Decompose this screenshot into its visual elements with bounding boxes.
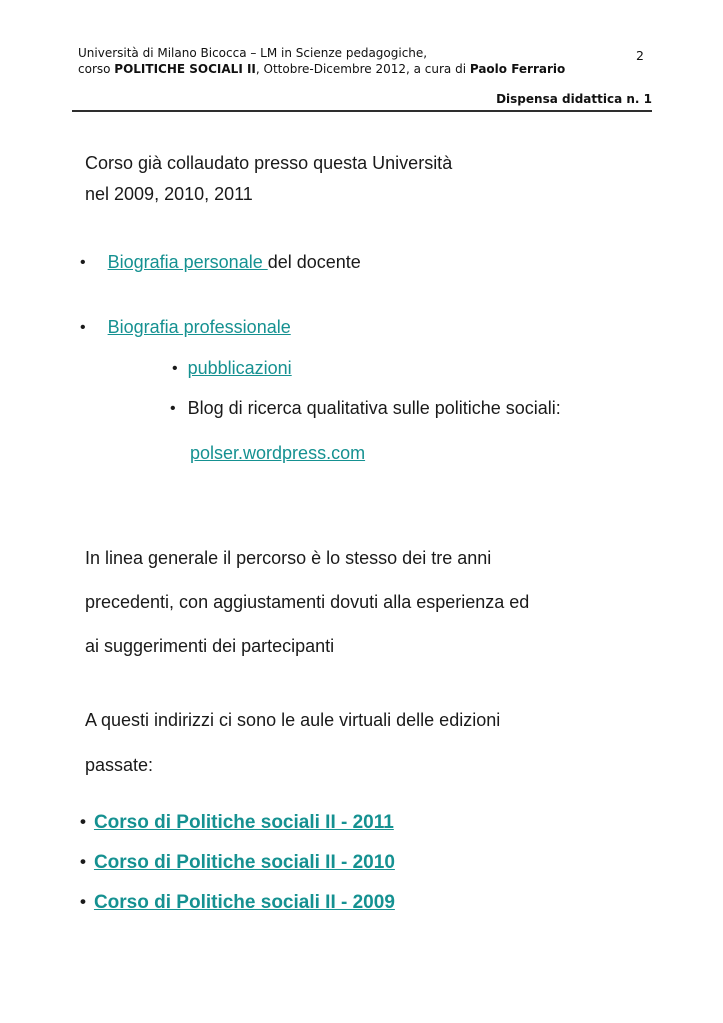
paragraph-general bbox=[85, 536, 529, 668]
pubblicazioni-link[interactable]: pubblicazioni bbox=[187, 358, 292, 378]
dispensa-label: Dispensa didattica n. 1 bbox=[496, 92, 652, 106]
header-course-prefix: corso bbox=[78, 61, 115, 76]
intro-line1: Corso già collaudato presso questa Università bbox=[85, 153, 453, 173]
blog-description: Blog di ricerca qualitativa sulle politiche sociali: bbox=[182, 398, 561, 418]
page-header bbox=[78, 46, 653, 77]
bullet-biografia-professionale bbox=[80, 317, 291, 338]
paragraph-general-line1: In linea generale il percorso è lo stesso dei tre anni bbox=[85, 548, 492, 568]
bullet-icon: • bbox=[80, 254, 86, 271]
course-links-list bbox=[80, 812, 395, 932]
bullet-blog bbox=[170, 398, 561, 419]
biografia-professionale-link[interactable]: Biografia professionale bbox=[107, 317, 291, 337]
list-item bbox=[80, 812, 395, 852]
bullet-icon: • bbox=[80, 892, 86, 911]
corso-2010-link[interactable]: Corso di Politiche sociali II - 2010 bbox=[93, 852, 395, 873]
header-university: Università di Milano Bicocca – LM in Scienze pedagogiche, bbox=[78, 46, 428, 60]
corso-2009-link[interactable]: Corso di Politiche sociali II - 2009 bbox=[93, 892, 395, 913]
paragraph-addresses bbox=[85, 698, 500, 788]
intro-line2: nel 2009, 2010, 2011 bbox=[85, 184, 253, 204]
header-line1 bbox=[78, 46, 653, 62]
bullet-icon: • bbox=[80, 812, 86, 831]
bullet-icon: • bbox=[80, 852, 86, 871]
header-line2 bbox=[78, 62, 653, 78]
bullet-icon: • bbox=[172, 360, 178, 377]
paragraph-addresses-line2: passate: bbox=[85, 755, 154, 775]
header-course-name: POLITICHE SOCIALI II bbox=[114, 61, 256, 76]
header-course-dates: , Ottobre-Dicembre 2012, a cura di bbox=[255, 61, 470, 76]
polser-wordpress-link[interactable]: polser.wordpress.com bbox=[190, 443, 366, 463]
bullet-icon: • bbox=[80, 319, 86, 336]
paragraph-addresses-line1: A questi indirizzi ci sono le aule virtuali delle edizioni bbox=[85, 710, 501, 730]
biografia-personale-link[interactable]: Biografia personale bbox=[107, 252, 268, 272]
bullet-pubblicazioni bbox=[172, 358, 292, 379]
blog-url-row bbox=[190, 443, 365, 464]
biografia-personale-rest: del docente bbox=[267, 252, 361, 272]
page-number: 2 bbox=[636, 48, 644, 63]
list-item bbox=[80, 852, 395, 892]
paragraph-general-line3: ai suggerimenti dei partecipanti bbox=[85, 636, 335, 656]
bullet-icon: • bbox=[170, 400, 176, 417]
header-divider bbox=[72, 110, 652, 112]
intro-text bbox=[85, 148, 452, 210]
paragraph-general-line2: precedenti, con aggiustamenti dovuti alla esperienza ed bbox=[85, 592, 530, 612]
corso-2011-link[interactable]: Corso di Politiche sociali II - 2011 bbox=[93, 812, 394, 833]
list-item bbox=[80, 892, 395, 932]
bullet-biografia-personale bbox=[80, 252, 361, 273]
header-author: Paolo Ferrario bbox=[469, 61, 566, 76]
